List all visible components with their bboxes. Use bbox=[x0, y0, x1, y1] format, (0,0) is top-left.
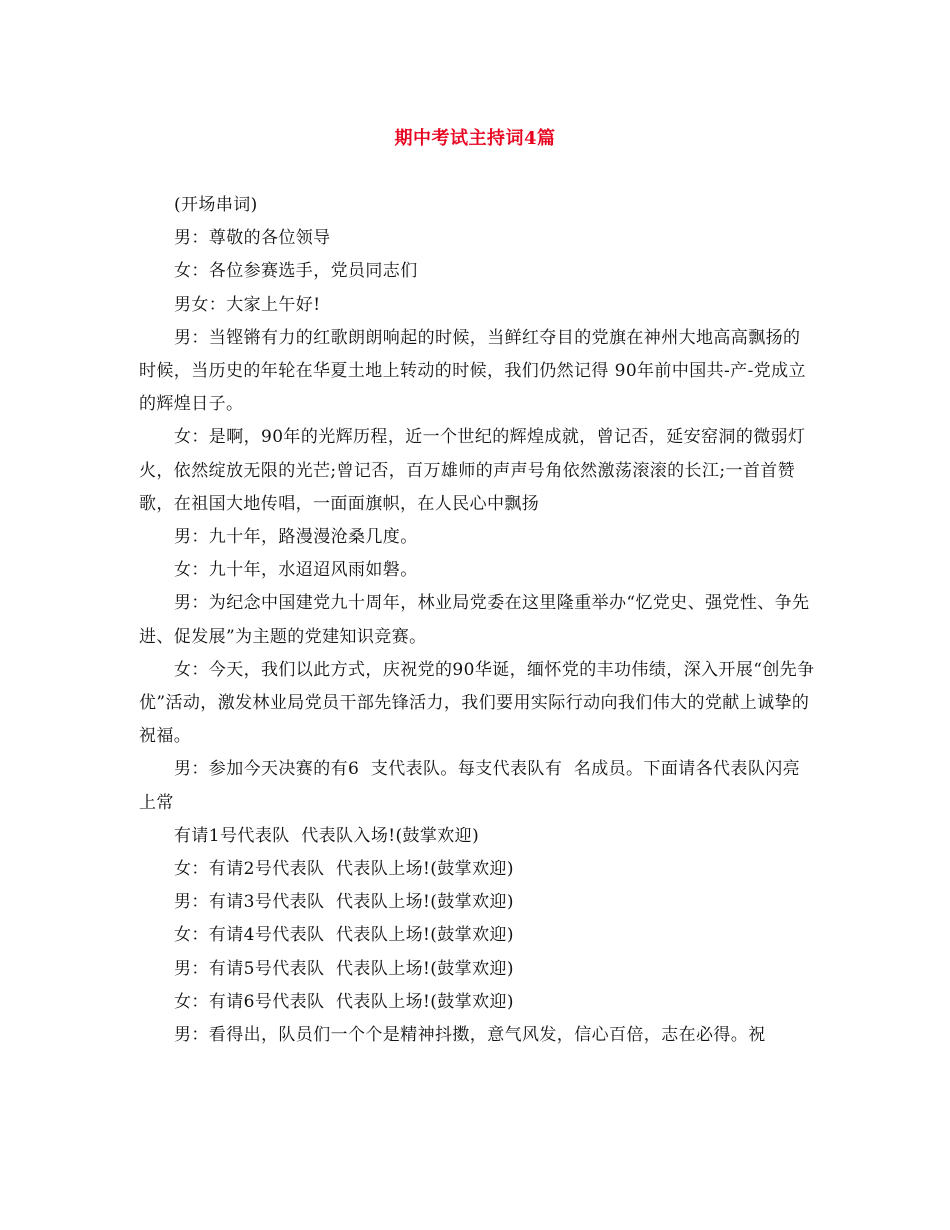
paragraph: 男：尊敬的各位领导 bbox=[174, 228, 331, 249]
paragraph: (开场串词) bbox=[174, 195, 258, 215]
paragraph: 女：今天，我们以此方式，庆祝党的90华诞，缅怀党的丰功伟绩，深入开展“创先争优”活动，激发林业局党员干部先锋活力，我们要用实际行动向我们伟大的党献上诚挚的祝福。 bbox=[139, 659, 815, 747]
paragraph: 女：各位参赛选手，党员同志们 bbox=[174, 261, 418, 282]
document-body bbox=[139, 189, 815, 1052]
paragraph: 男：参加今天决赛的有6 支代表队。每支代表队有 名成员。下面请各代表队闪亮上常 bbox=[139, 759, 801, 813]
paragraph: 女：有请6号代表队 代表队上场!(鼓掌欢迎) bbox=[174, 991, 514, 1012]
paragraph: 男：有请5号代表队 代表队上场!(鼓掌欢迎) bbox=[174, 958, 514, 979]
paragraph: 男：当铿锵有力的红歌朗朗响起的时候，当鲜红夺目的党旗在神州大地高高飘扬的时候，当历史的年轮在华夏土地上转动的时候，我们仍然记得 90年前中国共-产-党成立的辉煌日子。 bbox=[139, 327, 806, 415]
document-title: 期中考试主持词4篇 bbox=[394, 128, 556, 149]
paragraph: 女：九十年，水迢迢风雨如磐。 bbox=[174, 560, 418, 581]
paragraph: 女：有请4号代表队 代表队上场!(鼓掌欢迎) bbox=[174, 925, 514, 946]
paragraph: 男女：大家上午好! bbox=[174, 294, 321, 315]
paragraph: 有请1号代表队 代表队入场!(鼓掌欢迎) bbox=[174, 825, 480, 846]
paragraph: 女：是啊，90年的光辉历程，近一个世纪的辉煌成就，曾记否，延安窑洞的微弱灯火，依然绽放无限的光芒;曾记否，百万雄师的声声号角依然激荡滚滚的长江;一首首赞歌，在祖国大地传唱，一面面旗帜，在人民心中飘扬 bbox=[139, 427, 806, 514]
paragraph: 男：看得出，队员们一个个是精神抖擞，意气风发，信心百倍，志在必得。祝 bbox=[174, 1025, 766, 1046]
paragraph: 女：有请2号代表队 代表队上场!(鼓掌欢迎) bbox=[174, 859, 514, 880]
paragraph: 男：九十年，路漫漫沧桑几度。 bbox=[174, 527, 418, 548]
paragraph: 男：为纪念中国建党九十周年，林业局党委在这里隆重举办“忆党史、强党性、争先进、促发展”为主题的党建知识竞赛。 bbox=[139, 593, 810, 647]
paragraph: 男：有请3号代表队 代表队上场!(鼓掌欢迎) bbox=[174, 892, 514, 913]
